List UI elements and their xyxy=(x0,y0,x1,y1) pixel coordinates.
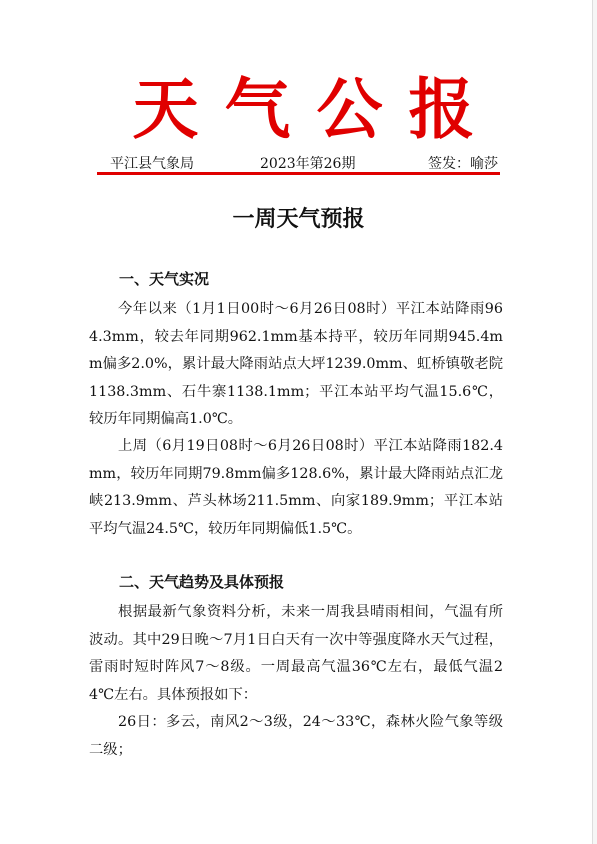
paragraph-day-26: 26日：多云，南风2～3级，24～33℃，森林火险气象等级二级； xyxy=(89,714,503,758)
section-heading-forecast: 二、天气趋势及具体预报 xyxy=(119,573,285,591)
masthead-title: 天气公报 xyxy=(132,71,501,148)
paragraph-forecast-summary: 根据最新气象资料分析，未来一周我县晴雨相间，气温有所波动。其中29日晚～7月1日白天有一次中等强度降水天气过程，雷雨时短时阵风7～8级。一周最高气温36℃左右，最低气温24℃左右。具体预报如下： xyxy=(89,604,503,703)
paragraph-year-to-date: 今年以来（1月1日00时～6月26日08时）平江本站降雨964.3mm，较去年同期962.1mm基本持平，较历年同期945.4mm偏多2.0%，累计最大降雨站点大坪1239.0mm、虹桥镇敬老院1138.3mm、石牛寨1138.1mm；平江本站平均气温15.6℃，较历年同期偏高1.0℃。 xyxy=(89,301,503,427)
header-divider xyxy=(97,172,500,175)
issuing-organization: 平江县气象局 xyxy=(110,156,194,172)
paragraph-last-week: 上周（6月19日08时～6月26日08时）平江本站降雨182.4mm，较历年同期79.8mm偏多128.6%，累计最大降雨站点汇龙峡213.9mm、芦头林场211.5mm、向家189.9mm；平江本站平均气温24.5℃，较历年同期偏低1.5℃。 xyxy=(89,438,503,537)
issue-number: 2023年第26期 xyxy=(260,156,356,172)
section-heading-observations: 一、天气实况 xyxy=(119,270,210,288)
document-title: 一周天气预报 xyxy=(232,207,365,232)
signer: 签发：喻莎 xyxy=(428,156,498,172)
header-meta xyxy=(100,153,502,173)
